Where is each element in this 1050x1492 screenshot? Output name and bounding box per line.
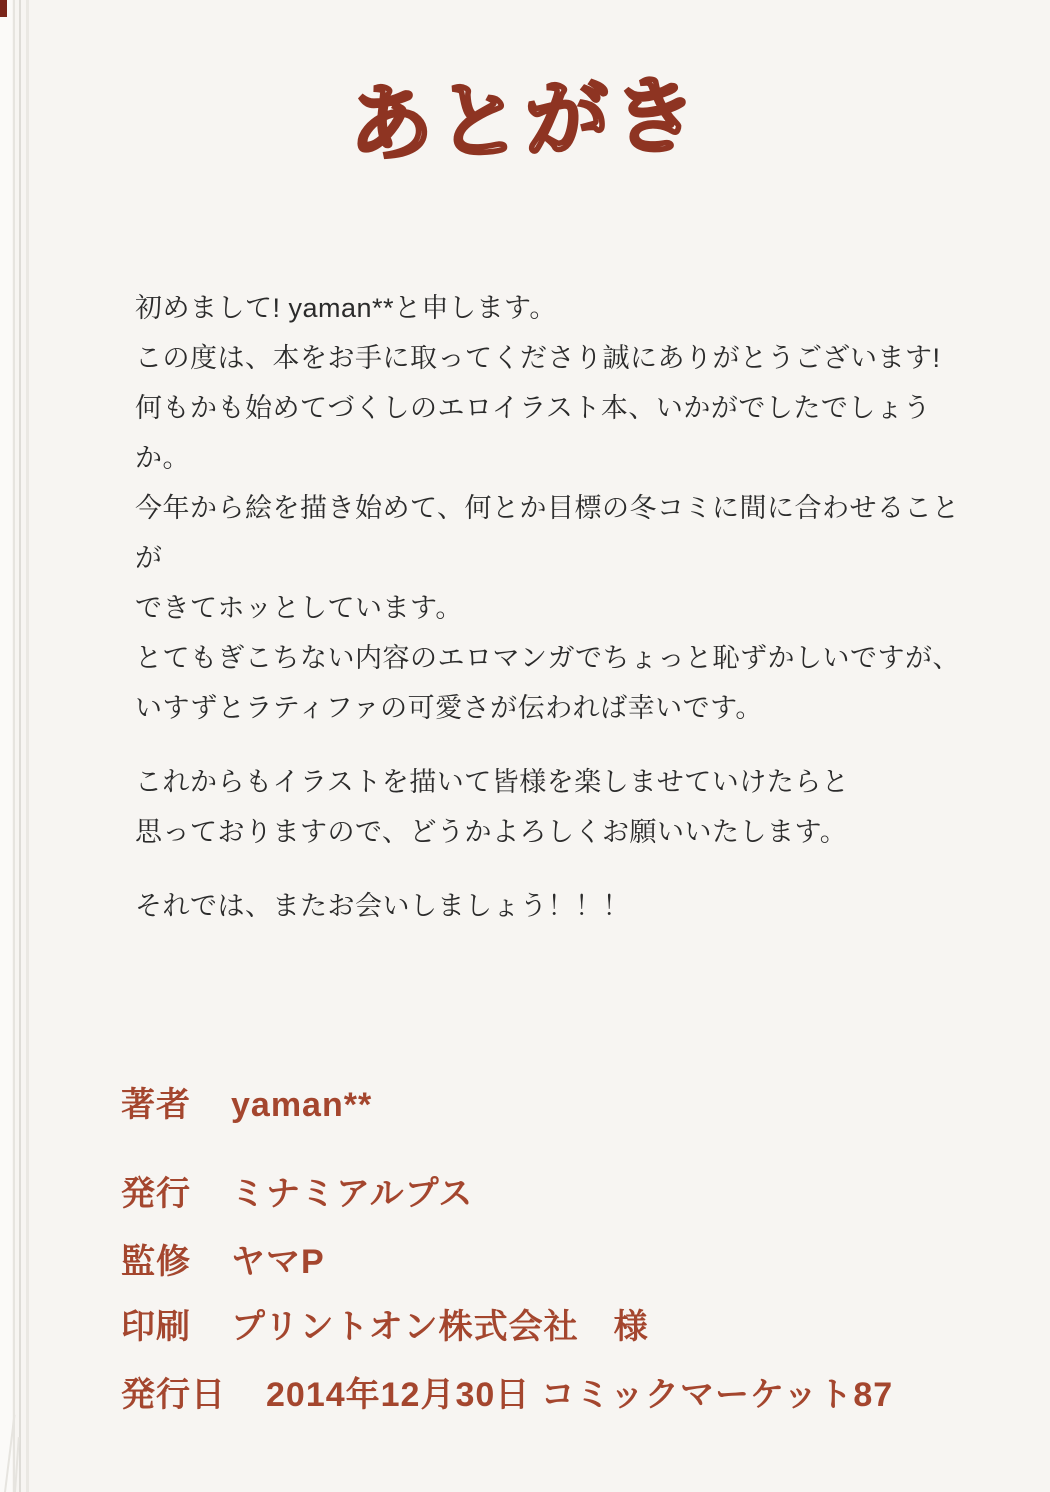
page-title: あとがき	[347, 68, 703, 172]
page-edge-band	[0, 0, 12, 1492]
colophon-label: 発行日	[121, 1376, 226, 1414]
body-line: 何もかも始めてづくしのエロイラスト本、いかがでしたでしょうか。	[135, 393, 931, 473]
colophon-row-printer	[121, 1307, 981, 1347]
binding-line	[26, 0, 29, 1492]
body-line: それでは、またお会いしましょう！！！	[135, 891, 630, 921]
body-line: 思っておりますので、どうかよろしくお願いいたします。	[135, 817, 848, 847]
colophon-label: 著者	[121, 1086, 191, 1124]
title-area	[0, 70, 1050, 171]
colophon-label: 印刷	[121, 1308, 191, 1346]
body-line: 初めまして! yaman**と申します。	[135, 293, 557, 323]
colophon-label: 監修	[121, 1243, 191, 1281]
body-line: これからもイラストを描いて皆様を楽しませていけたらと	[135, 767, 850, 797]
colophon-row-publisher	[121, 1174, 981, 1214]
binding-line	[13, 0, 15, 1492]
colophon-row-supervisor	[121, 1242, 981, 1282]
body-line: 今年から絵を描き始めて、何とか目標の冬コミに間に合わせることが	[135, 493, 960, 573]
body-line: できてホッとしています。	[135, 593, 463, 623]
afterword-paragraph	[135, 881, 975, 931]
body-line: いすずとラティファの可愛さが伝われば幸いです。	[135, 693, 763, 723]
colophon	[121, 1085, 981, 1415]
colophon-row-publish-date	[121, 1375, 981, 1415]
body-line: この度は、本をお手に取ってくださり誠にありがとうございます!	[135, 343, 941, 373]
body-line: とてもぎこちない内容のエロマンガでちょっと恥ずかしいですが、	[135, 643, 960, 673]
scan-corner-mark	[0, 0, 7, 17]
colophon-row-author	[121, 1085, 981, 1125]
afterword-paragraph	[135, 757, 975, 857]
afterword-body	[135, 283, 975, 931]
colophon-value: プリントオン株式会社 様	[231, 1308, 649, 1346]
colophon-label: 発行	[121, 1175, 191, 1213]
colophon-value: ミナミアルプス	[231, 1175, 474, 1213]
colophon-value: 2014年12月30日 コミックマーケット87	[266, 1376, 894, 1414]
afterword-paragraph	[135, 283, 975, 733]
colophon-value: yaman**	[231, 1086, 373, 1124]
colophon-value: ヤマP	[231, 1243, 325, 1281]
binding-line	[19, 0, 21, 1492]
